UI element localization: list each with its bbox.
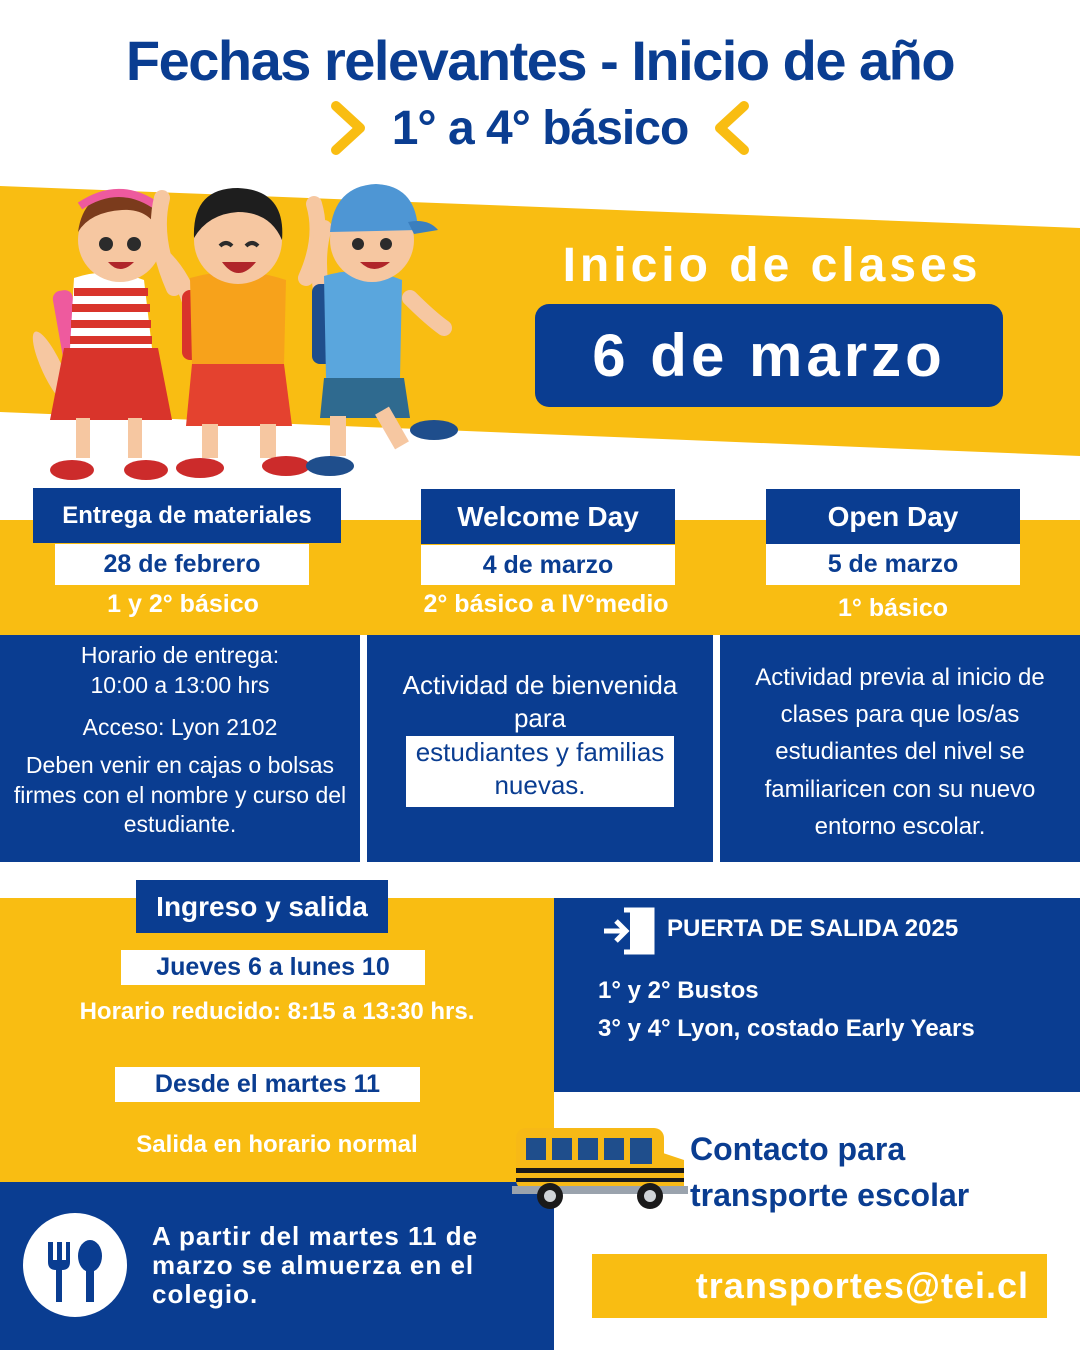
event-level-welcome-day: 2° básico a IV°medio [423,590,669,618]
classes-start-date-box [535,304,1003,407]
welcome-day-details-panel [367,635,713,862]
classes-start-label: Inicio de clases [562,239,982,292]
boy-middle-figure [159,188,318,478]
materials-access: Acceso: Lyon 2102 [82,713,278,740]
open-day-description: Actividad previa al inicio de clases para que los/as estudiantes del nivel se familiaricen con su nuevo entorno escolar. [755,664,1045,840]
materials-hours-label: Horario de entrega: [80,642,280,668]
reduced-schedule: Horario reducido: 8:15 a 13:30 hrs. [79,998,475,1025]
exit-doors-title: PUERTA DE SALIDA 2025 [667,915,959,942]
classes-start-date: 6 de marzo [592,322,946,389]
open-day-details-panel [720,635,1080,862]
event-tag-open-day: Open Day [766,489,1020,544]
chevron-right-icon [328,100,370,156]
entry-period-reduced: Jueves 6 a lunes 10 [121,950,425,985]
lunch-text: A partir del martes 11 de marzo se almuerza en el colegio. [152,1221,479,1310]
exit-door-line-2: 3° y 4° Lyon, costado Early Years [598,1015,975,1042]
transport-email-box [592,1254,1047,1318]
materials-instructions: Deben venir en cajas o bolsas firmes con el nombre y curso del estudiante. [13,751,347,838]
transport-email-link[interactable]: transportes@tei.cl [695,1265,1029,1306]
entry-exit-tag: Ingreso y salida [136,880,388,933]
chevron-left-icon [710,100,752,156]
normal-schedule: Salida en horario normal [136,1131,418,1158]
welcome-day-description: Actividad de bienvenida para [402,670,678,733]
materials-details-panel [0,635,360,862]
event-tag-materials: Entrega de materiales [33,488,341,543]
entry-period-normal: Desde el martes 11 [115,1067,420,1102]
event-level-open-day: 1° básico [837,594,949,622]
boy-right-figure [306,184,458,476]
fork-spoon-icon [22,1212,128,1318]
subtitle-row [0,100,1080,156]
page-title: Fechas relevantes - Inicio de año [125,29,955,92]
school-bus-icon [510,1118,688,1212]
page-subtitle: 1° a 4° básico [391,101,689,155]
event-level-materials: 1 y 2° básico [107,590,259,618]
event-tag-welcome-day: Welcome Day [421,489,675,544]
event-date-welcome-day: 4 de marzo [421,545,675,585]
materials-hours-value: 10:00 a 13:00 hrs [90,671,270,698]
children-illustration [24,168,464,488]
transport-contact-title: Contacto para transporte escolar [690,1131,970,1214]
exit-door-line-1: 1° y 2° Bustos [598,977,759,1004]
welcome-day-audience: estudiantes y familias nuevas. [406,736,674,807]
exit-door-icon [602,906,656,956]
event-date-materials: 28 de febrero [55,544,309,585]
event-date-open-day: 5 de marzo [766,544,1020,585]
